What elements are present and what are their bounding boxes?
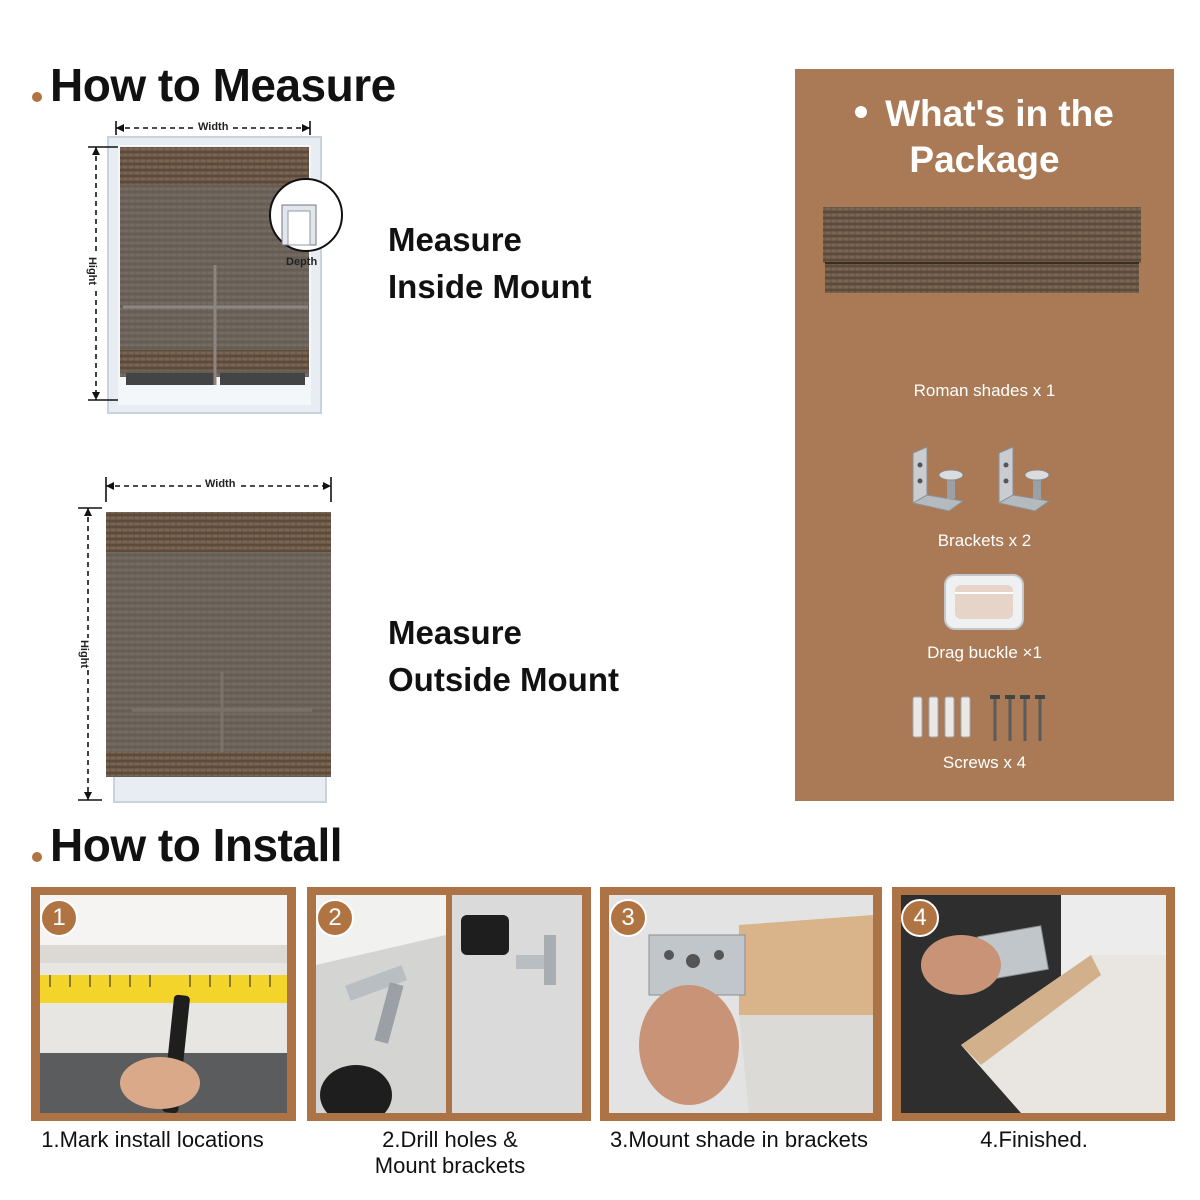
step-number-badge: 4	[901, 899, 939, 937]
step-2-divider	[446, 895, 452, 1113]
inside-height-label: Hight	[86, 256, 99, 286]
inside-depth-label: Depth	[286, 256, 318, 268]
bullet-icon	[855, 106, 867, 118]
install-step-3	[600, 887, 882, 1121]
package-item-label: Brackets x 2	[937, 531, 1032, 550]
roman-shade-icon	[823, 205, 1141, 297]
step-number-badge: 1	[40, 899, 78, 937]
drag-buckle-icon	[941, 571, 1027, 633]
inside-width-label: Width	[195, 121, 231, 133]
package-panel	[795, 69, 1174, 801]
screws-icon	[907, 693, 1057, 745]
outside-width-label: Width	[202, 478, 238, 490]
inside-mount-diagram	[78, 115, 353, 415]
bullet-icon	[32, 92, 42, 102]
step-caption: 3.Mount shade in brackets	[609, 1127, 869, 1152]
bracket-icon	[907, 445, 1067, 515]
inside-mount-label: Measure Inside Mount	[388, 221, 592, 305]
measure-section-title: How to Measure	[32, 62, 396, 108]
outside-mount-diagram	[72, 472, 347, 807]
step-caption: 4.Finished.	[980, 1127, 1088, 1152]
package-item-label: Roman shades x 1	[913, 381, 1056, 400]
package-title: What's in the Package	[795, 91, 1174, 183]
step-caption: 2.Drill holes & Mount brackets	[374, 1127, 526, 1178]
step-number-badge: 2	[316, 899, 354, 937]
step-caption: 1.Mark install locations	[41, 1127, 264, 1152]
bullet-icon	[32, 852, 42, 862]
outside-mount-label: Measure Outside Mount	[388, 614, 619, 698]
outside-height-label: Hight	[78, 639, 91, 669]
step-number-badge: 3	[609, 899, 647, 937]
install-section-title: How to Install	[32, 822, 342, 868]
install-step-1	[31, 887, 296, 1121]
package-item-label: Drag buckle ×1	[927, 643, 1042, 662]
install-step-2	[307, 887, 591, 1121]
install-step-4	[892, 887, 1175, 1121]
package-item-label: Screws x 4	[942, 753, 1027, 772]
